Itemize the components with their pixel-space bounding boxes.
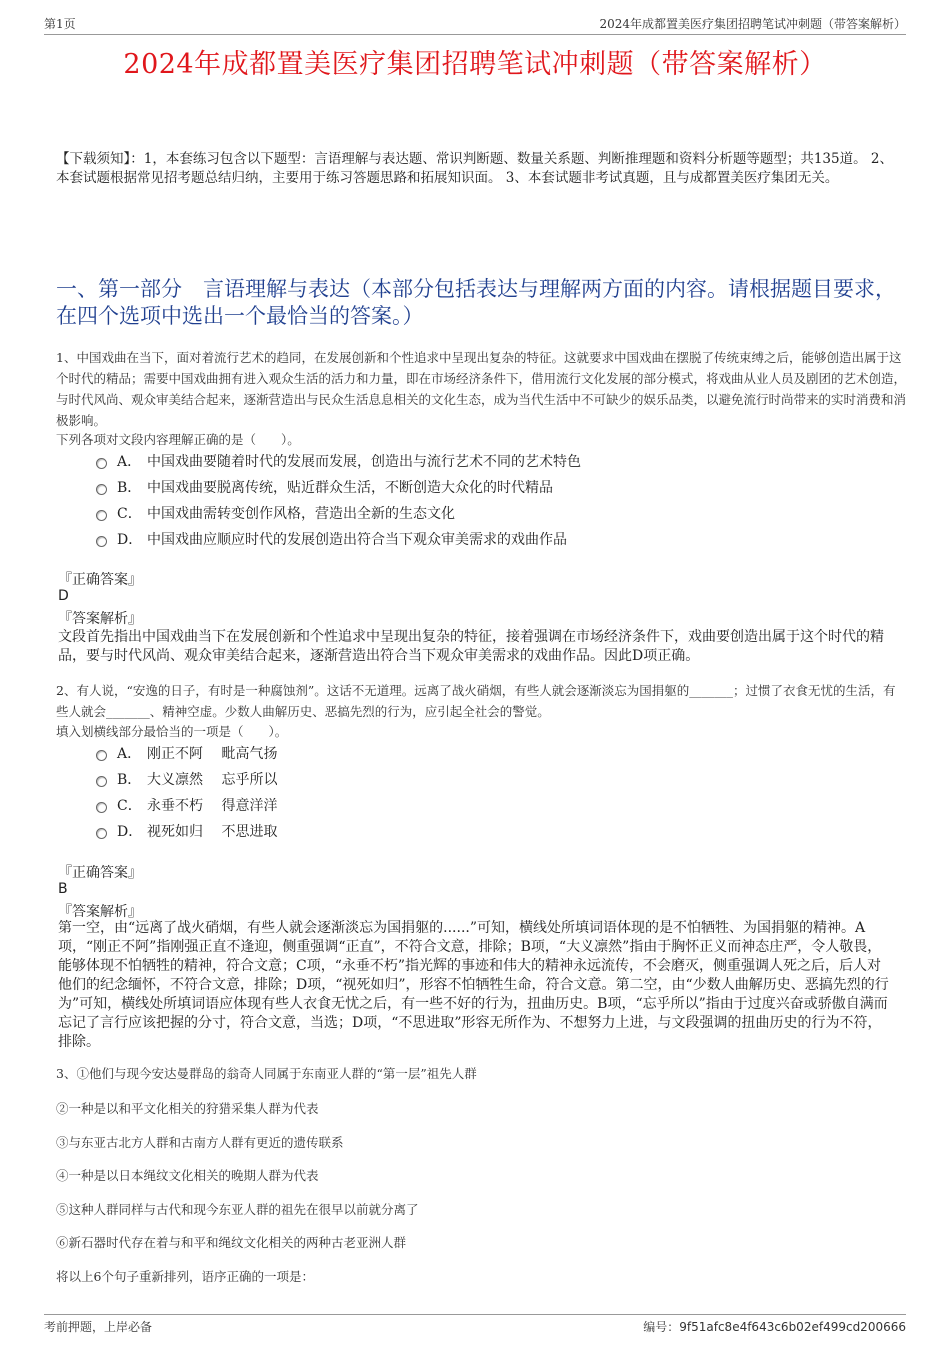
page-header (44, 12, 906, 35)
option-letter: A． (117, 454, 142, 470)
question-1-ask: 下列各项对文段内容理解正确的是（ ）。 (56, 432, 300, 447)
radio-icon[interactable] (96, 536, 107, 547)
question-1-analysis: 文段首先指出中国戏曲当下在发展创新和个性追求中呈现出复杂的特征，接着强调在市场经济条件下，戏曲要创造出属于这个时代的精品，要与时代风尚、观众审美结合起来，逐渐营造出符合当下观众审美需求的戏曲作品。因此D项正确。 (58, 629, 884, 664)
question-1-stem: 1、中国戏曲在当下，面对着流行艺术的趋同，在发展创新和个性追求中呈现出复杂的特征。这就要求中国戏曲在摆脱了传统束缚之后，能够创造出属于这个时代的精品；需要中国戏曲拥有进入观众生活的活力和力量，即在市场经济条件下，借用流行文化发展的部分模式，将戏曲从业人员及剧团的艺术创造，与时代风尚、观众审美结合起来，逐渐营造出与民众生活息息相关的文化生态，成为当代生活中不可缺少的娱乐品类，以避免流行时尚带来的实时消费和消极影响。 (56, 350, 907, 428)
option-text: 刚正不阿 毗高气扬 (147, 746, 278, 762)
question-3-ask: 将以上6个句子重新排列，语序正确的一项是： (56, 1269, 314, 1284)
question-3-line-4: ④一种是以日本绳纹文化相关的晚期人群为代表 (56, 1168, 319, 1183)
question-3-line-6: ⑥新石器时代存在着与和平和绳纹文化相关的两种古老亚洲人群 (56, 1235, 407, 1250)
question-2-option-b[interactable] (96, 769, 277, 789)
question-3-line-2: ②一种是以和平文化相关的狩猎采集人群为代表 (56, 1101, 319, 1116)
question-2-option-d[interactable] (96, 821, 277, 841)
radio-icon[interactable] (96, 802, 107, 813)
question-2-analysis: 第一空，由“远离了战火硝烟，有些人就会逐渐淡忘为国捐躯的......”可知，横线处所填词语体现的是不怕牺牲、为国捐躯的精神。A项，“刚正不阿”指刚强正直不逢迎，侧重强调“正直”，不符合文意，排除；B项，“大义凛然”指由于胸怀正义而神态庄严，令人敬畏，能够体现不怕牺牲的精神，符合文意；C项，“永垂不朽”指光辉的事迹和伟大的精神永远流传，不会磨灭，侧重强调人死之后，后人对他们的纪念缅怀，不符合文意，排除；D项，“视死如归”，形容不怕牺牲生命，符合文意。第二空，由“少数人曲解历史、恶搞先烈的行为”可知，横线处所填词语应体现有些人衣食无忧之后，有一些不好的行为，扭曲历史。B项，“忘乎所以”指由于过度兴奋或骄傲自满而忘记了言行应该把握的分寸，符合文意，当选；D项，“不思进取”形容无所作为、不想努力上进，与文段强调的扭曲历史的行为不符，排除。 (58, 920, 889, 1050)
radio-icon[interactable] (96, 750, 107, 761)
section-title: 一、第一部分 言语理解与表达（本部分包括表达与理解两方面的内容。请根据题目要求，在四个选项中选出一个最恰当的答案。） (56, 277, 896, 328)
option-text: 中国戏曲应顺应时代的发展创造出符合当下观众审美需求的戏曲作品 (147, 532, 567, 548)
radio-icon[interactable] (96, 510, 107, 521)
question-1-analysis-label: 『答案解析』 (58, 611, 142, 627)
download-notice: 【下载须知】：1，本套练习包含以下题型：言语理解与表达题、常识判断题、数量关系题、判断推理题和资料分析题等题型；共135道。 2、本套试题根据常见招考题总结归纳，主要用于练习答题思路和拓展知识面。 3、本套试题非考试真题，且与成都置美医疗集团无关。 (56, 151, 893, 186)
option-text: 视死如归 不思进取 (147, 824, 278, 840)
option-letter: D． (117, 532, 143, 548)
header-doc-title: 2024年成都置美医疗集团招聘笔试冲刺题（带答案解析） (599, 17, 906, 31)
option-text: 永垂不朽 得意洋洋 (147, 798, 278, 814)
radio-icon[interactable] (96, 484, 107, 495)
question-2-analysis-label: 『答案解析』 (58, 904, 142, 920)
option-letter: D． (117, 824, 143, 840)
option-letter: C． (117, 506, 142, 522)
question-2-answer-label: 『正确答案』 (58, 865, 142, 881)
option-letter: C． (117, 798, 142, 814)
option-letter: B． (117, 772, 142, 788)
question-1-answer-label: 『正确答案』 (58, 572, 142, 588)
radio-icon[interactable] (96, 828, 107, 839)
question-2-stem: 2、有人说，“安逸的日子，有时是一种腐蚀剂”。这话不无道理。远离了战火硝烟，有些人就会逐渐淡忘为国捐躯的_______；过惯了衣食无忧的生活，有些人就会_______、精神空虚。少数人曲解历史、恶搞先烈的行为，应引起全社会的警觉。 (56, 683, 896, 719)
question-1-option-c[interactable] (96, 503, 455, 523)
question-2-option-c[interactable] (96, 795, 277, 815)
page-number: 第1页 (44, 17, 76, 31)
question-2-answer: B (58, 881, 68, 897)
question-1-answer: D (58, 588, 69, 604)
question-3-line-5: ⑤这种人群同样与古代和现今东亚人群的祖先在很早以前就分离了 (56, 1202, 419, 1217)
question-3-line-3: ③与东亚古北方人群和古南方人群有更近的遗传联系 (56, 1135, 344, 1150)
question-1-option-b[interactable] (96, 477, 553, 497)
page-footer (44, 1314, 906, 1335)
radio-icon[interactable] (96, 776, 107, 787)
question-2-option-a[interactable] (96, 743, 277, 763)
option-letter: A． (117, 746, 142, 762)
option-text: 中国戏曲要脱离传统，贴近群众生活，不断创造大众化的时代精品 (147, 480, 553, 496)
question-2-ask: 填入划横线部分最恰当的一项是（ ）。 (56, 724, 288, 739)
question-1-option-a[interactable] (96, 451, 581, 471)
option-text: 中国戏曲需转变创作风格，营造出全新的生态文化 (147, 506, 455, 522)
footer-slogan: 考前押题，上岸必备 (44, 1320, 153, 1334)
option-text: 大义凛然 忘乎所以 (147, 772, 278, 788)
radio-icon[interactable] (96, 458, 107, 469)
footer-doc-id: 编号：9f51afc8e4f643c6b02ef499cd200666 (643, 1320, 906, 1334)
option-letter: B． (117, 480, 142, 496)
question-3-line-1: 3、①他们与现今安达曼群岛的翁奇人同属于东南亚人群的“第一层”祖先人群 (56, 1066, 477, 1081)
question-1-option-d[interactable] (96, 529, 567, 549)
page-title: 2024年成都置美医疗集团招聘笔试冲刺题（带答案解析） (123, 49, 827, 80)
option-text: 中国戏曲要随着时代的发展而发展，创造出与流行艺术不同的艺术特色 (147, 454, 581, 470)
